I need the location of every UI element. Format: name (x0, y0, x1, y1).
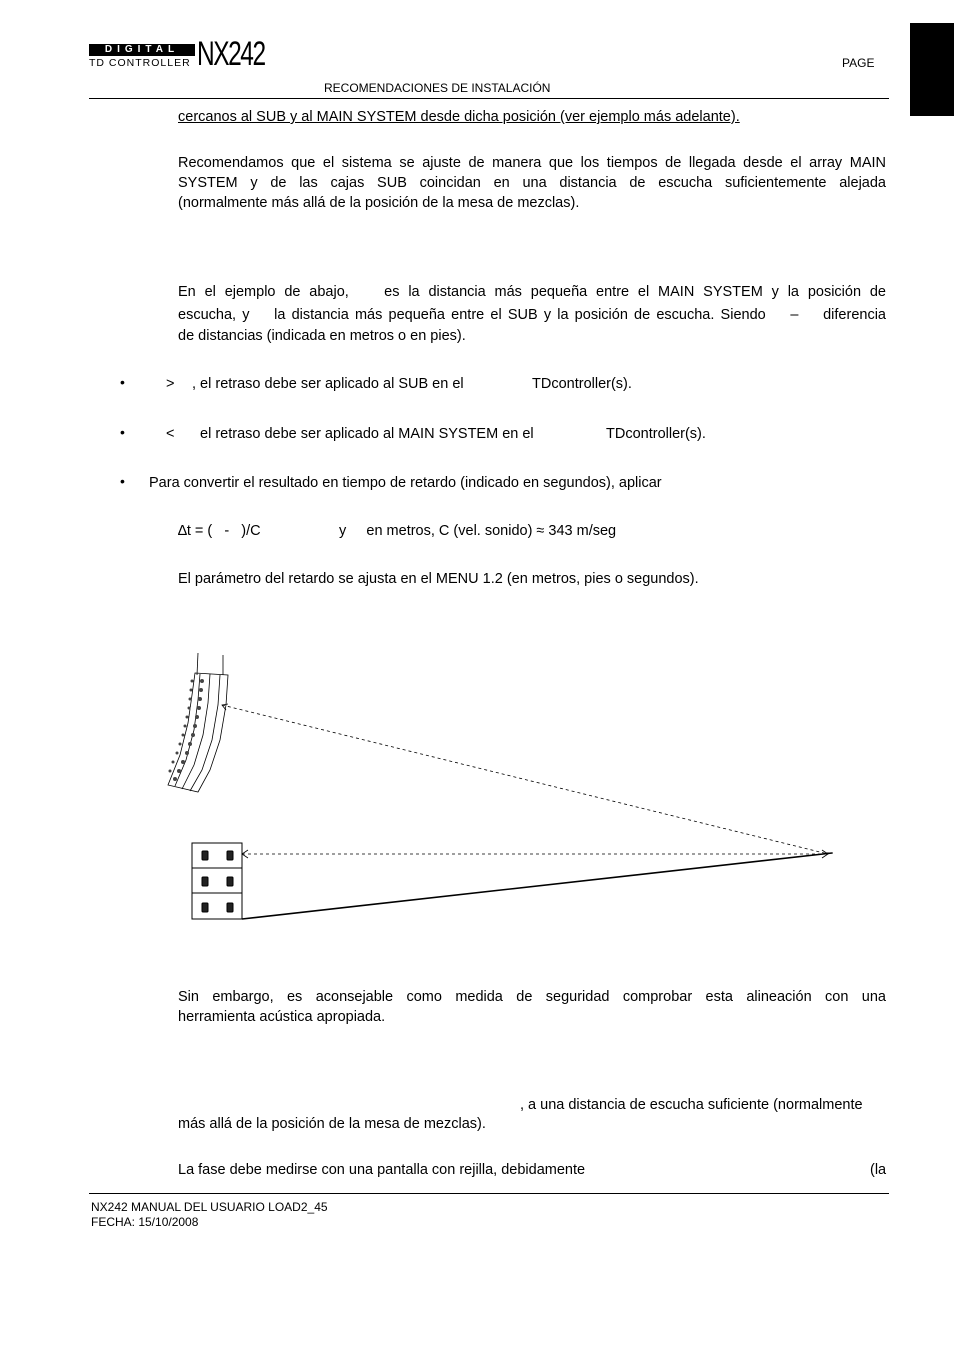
menu-line: El parámetro del retardo se ajusta en el MENU 1.2 (en metros, pies o segundos). (178, 571, 699, 587)
para5-right: (la (870, 1162, 887, 1178)
bullet1-symbol: > (166, 376, 175, 392)
para1-line2: SYSTEM y de las cajas SUB coincidan en una distancia de escucha suficientemente alejada (178, 175, 886, 191)
bullet-dot: • (120, 374, 125, 390)
formula-units: y en metros, C (vel. sonido) ≈ 343 m/seg (339, 523, 617, 539)
bullet3-text: Para convertir el resultado en tiempo de retardo (indicado en segundos), aplicar (149, 475, 662, 491)
logo-model: NX242 (197, 35, 265, 73)
section-title: RECOMENDACIONES DE INSTALACIÓN (324, 81, 551, 95)
para2-line3: de distancias (indicada en metros o en pies). (178, 328, 466, 344)
para4-line1: , a una distancia de escucha suficiente (normalmente (520, 1097, 863, 1113)
page-label: PAGE (842, 56, 875, 70)
para1-line1: Recomendamos que el sistema se ajuste de manera que los tiempos de llegada desde el array MAIN (178, 155, 886, 171)
para1-line3: (normalmente más allá de la posición de la mesa de mezclas). (178, 195, 580, 211)
bullet2-text: el retraso debe ser aplicado al MAIN SYSTEM en el (200, 426, 534, 442)
sub-stack (192, 843, 242, 919)
bullet-dot: • (120, 424, 125, 440)
bullet-dot: • (120, 473, 125, 489)
para2-line1: En el ejemplo de abajo, es la distancia más pequeña entre el MAIN SYSTEM y la posición de (178, 284, 886, 300)
bullet2-symbol: < (166, 426, 175, 442)
bullet1-text: , el retraso debe ser aplicado al SUB en el (192, 376, 464, 392)
footer-date: FECHA: 15/10/2008 (91, 1215, 199, 1229)
footer-manual: NX242 MANUAL DEL USUARIO LOAD2_45 (91, 1200, 328, 1214)
alignment-diagram (150, 645, 850, 935)
page-tab-marker (910, 23, 954, 116)
para3-line2: herramienta acústica apropiada. (178, 1009, 386, 1025)
underlined-line: cercanos al SUB y al MAIN SYSTEM desde dicha posición (ver ejemplo más adelante). (178, 109, 740, 125)
solid-distance-line (242, 853, 832, 919)
logo-digital: DIGITAL (89, 44, 195, 56)
para5-left: La fase debe medirse con una pantalla con rejilla, debidamente (178, 1162, 586, 1178)
para2-line2: escucha, y la distancia más pequeña entre el SUB y la posición de escucha. Siendo – diferencia (178, 307, 886, 323)
header-rule (89, 98, 889, 99)
bullet1-tail: TDcontroller(s). (532, 376, 632, 392)
main-distance-line (222, 705, 828, 854)
formula: ∆t = ( - )/C (178, 523, 261, 539)
para4-line2: más allá de la posición de la mesa de mezclas). (178, 1116, 486, 1132)
footer-rule (89, 1193, 889, 1194)
main-system-array (168, 653, 228, 792)
bullet2-tail: TDcontroller(s). (606, 426, 706, 442)
logo-td-controller: TD CONTROLLER (89, 57, 191, 69)
para3-line1: Sin embargo, es aconsejable como medida de seguridad comprobar esta alineación con una (178, 989, 886, 1005)
